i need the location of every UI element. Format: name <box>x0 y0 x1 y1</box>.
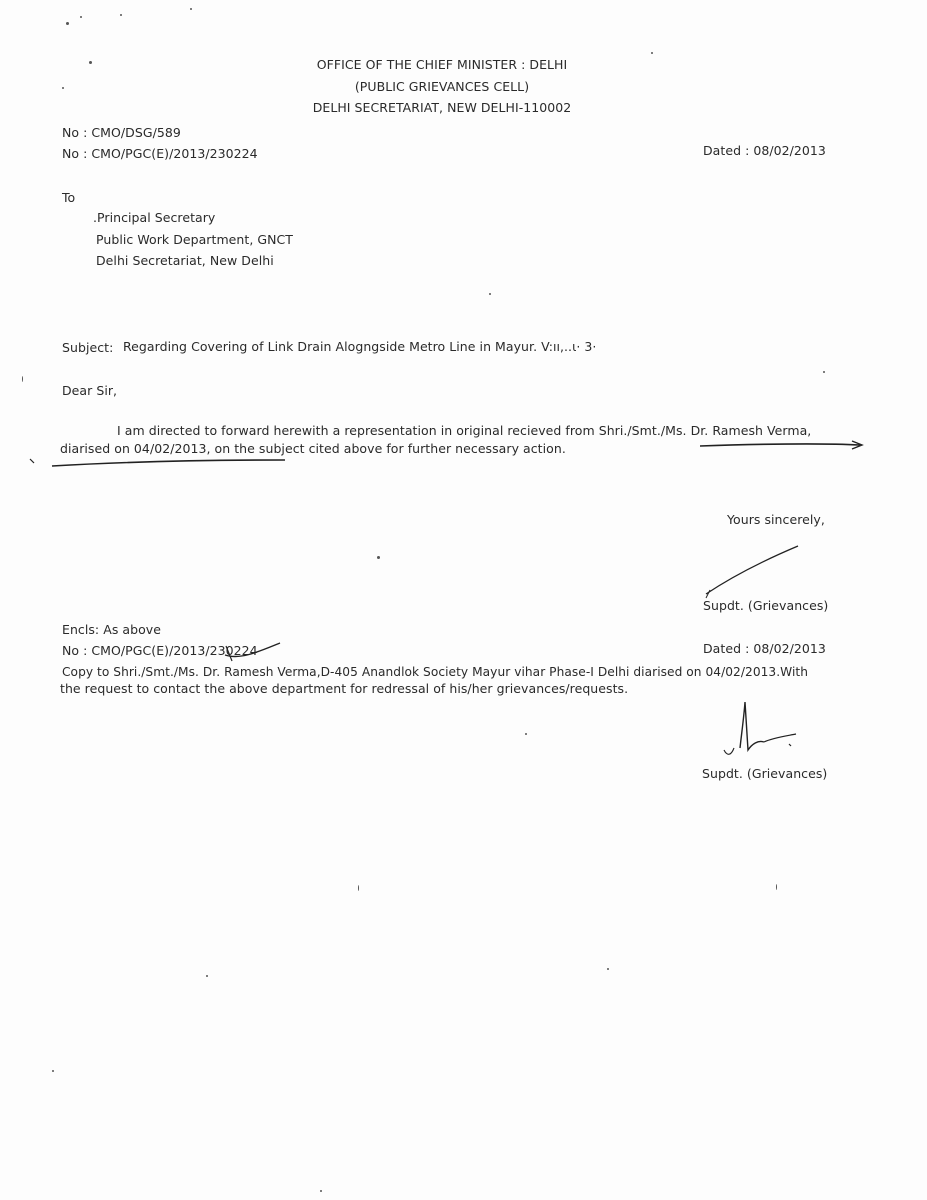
salutation: Dear Sir, <box>62 383 118 398</box>
scan-speck <box>62 87 64 89</box>
scan-speck <box>607 968 609 970</box>
signatory-title-1: Supdt. (Grievances) <box>703 598 829 613</box>
copy-date: Dated : 08/02/2013 <box>703 641 826 656</box>
signatory-title-2: Supdt. (Grievances) <box>702 766 828 781</box>
tick-mark <box>30 459 34 463</box>
office-heading: OFFICE OF THE CHIEF MINISTER : DELHI <box>316 57 568 72</box>
reference-check <box>226 646 232 661</box>
addressee-line-3: Delhi Secretariat, New Delhi <box>96 253 274 268</box>
signature-2 <box>740 702 764 750</box>
reference-strike <box>225 643 280 657</box>
signature-2-dot <box>789 744 791 746</box>
scan-speck <box>206 975 208 977</box>
scan-speck <box>80 16 82 18</box>
scan-speck <box>358 885 359 891</box>
to-label: To <box>62 190 76 205</box>
scan-speck <box>823 371 825 373</box>
scan-speck <box>120 14 122 16</box>
subject-label: Subject: <box>62 340 114 355</box>
enclosures: Encls: As above <box>62 622 161 637</box>
date-underline <box>52 460 285 466</box>
scan-speck <box>776 884 777 890</box>
scan-speck <box>52 1070 54 1072</box>
scan-speck <box>651 52 653 54</box>
addressee-line-2: Public Work Department, GNCT <box>96 232 293 247</box>
address-heading: DELHI SECRETARIAT, NEW DELHI-110002 <box>312 100 572 115</box>
scan-speck <box>525 733 527 735</box>
name-underline <box>700 444 860 446</box>
reference-no-dsg: No : CMO/DSG/589 <box>62 125 181 140</box>
scan-speck <box>66 22 69 25</box>
signature-2-tail <box>764 734 796 742</box>
cell-heading: (PUBLIC GRIEVANCES CELL) <box>354 79 530 94</box>
signature-1 <box>706 546 798 594</box>
scan-speck <box>89 61 92 64</box>
body-line-2: diarised on 04/02/2013, on the subject cited above for further necessary action. <box>60 441 566 456</box>
body-line-1: I am directed to forward herewith a representation in original recieved from Shri./Smt./Ms. Dr. Ramesh Verma, <box>117 423 812 438</box>
copy-line-1: Copy to Shri./Smt./Ms. Dr. Ramesh Verma,D-405 Anandlok Society Mayur vihar Phase-I Delhi diarised on 04/02/2013.With <box>62 665 809 679</box>
letter-date: Dated : 08/02/2013 <box>703 143 826 158</box>
scan-speck <box>320 1190 322 1192</box>
yours-sincerely: Yours sincerely, <box>727 512 825 527</box>
scan-speck <box>377 556 380 559</box>
scan-speck <box>190 8 192 10</box>
copy-reference-no: No : CMO/PGC(E)/2013/230224 <box>62 643 258 658</box>
signature-2-initial <box>724 748 734 754</box>
reference-no-pgc: No : CMO/PGC(E)/2013/230224 <box>62 146 258 161</box>
subject-text: Regarding Covering of Link Drain Alogngside Metro Line in Mayur. V:ıı,..ι· 3· <box>123 339 597 354</box>
copy-line-2: the request to contact the above department for redressal of his/her grievances/requests. <box>60 681 629 696</box>
scan-speck <box>22 376 23 382</box>
addressee-line-1: .Principal Secretary <box>93 210 216 225</box>
scan-speck <box>489 293 491 295</box>
